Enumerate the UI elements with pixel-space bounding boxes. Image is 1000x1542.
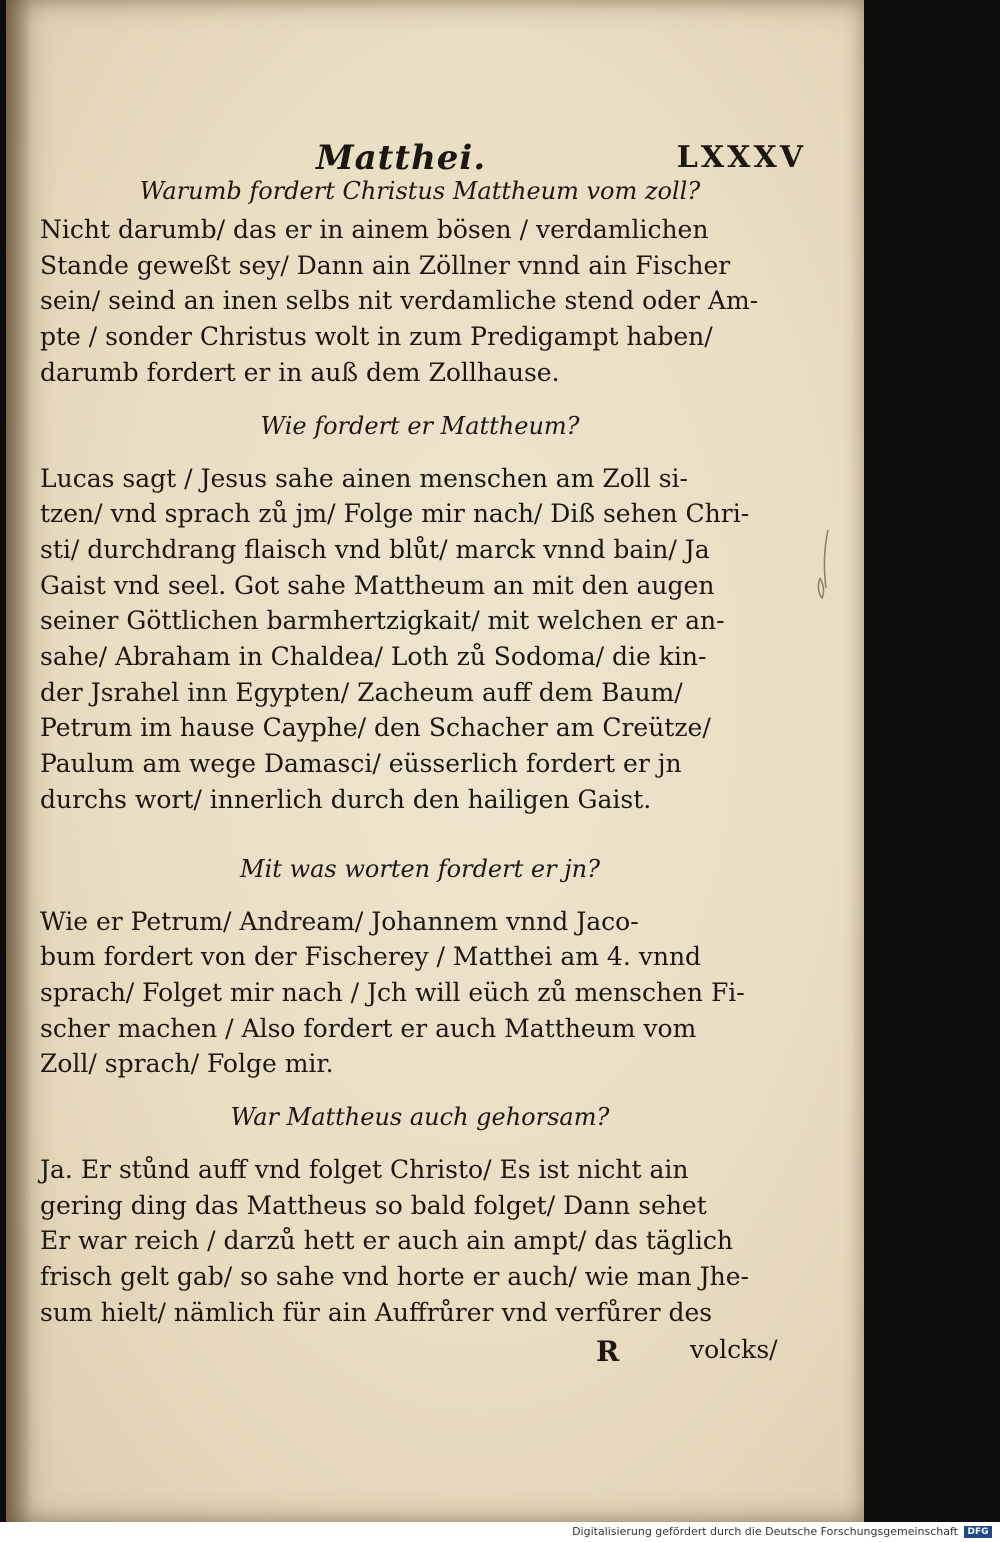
text-line: bum fordert von der Fischerey / Matthei am 4. vnnd (40, 942, 702, 972)
answer-paragraph (40, 1152, 800, 1331)
text-line: Nicht darumb/ das er in ainem bösen / verdamlichen (40, 215, 709, 244)
text-line: tzen/ vnd sprach zů jm/ Folge mir nach/ Diß sehen Chri- (40, 499, 750, 529)
text-line: durchs wort/ innerlich durch den hailigen Gaist. (40, 784, 652, 814)
question-heading: Wie fordert er Mattheum? (260, 411, 580, 440)
page-footer-line (40, 1331, 800, 1371)
text-line: Ja. Er stůnd auff vnd folget Christo/ Es ist nicht ain (40, 1155, 689, 1185)
text-line: Stande geweßt sey/ Dann ain Zöllner vnnd ain Fischer (40, 250, 731, 280)
margin-pencil-mark (814, 528, 834, 618)
text-line: darumb fordert er in auß dem Zollhause. (40, 357, 560, 387)
text-line: gering ding das Mattheus so bald folget/ Dann sehet (40, 1190, 707, 1220)
text-line: Petrum im hause Cayphe/ den Schacher am Creütze/ (40, 713, 711, 743)
catchword: volcks/ (690, 1334, 778, 1364)
funding-credit: Digitalisierung gefördert durch die Deutsche Forschungsgemeinschaft (572, 1525, 958, 1538)
book-page (6, 0, 864, 1522)
text-line: frisch gelt gab/ so sahe vnd horte er auch/ wie man Jhe- (40, 1262, 749, 1292)
answer-paragraph (40, 461, 800, 818)
text-line: sti/ durchdrang flaisch vnd blůt/ marck vnnd bain/ Ja (40, 534, 710, 564)
folio-number: LXXXV (676, 140, 806, 175)
text-line: seiner Göttlichen barmhertzigkait/ mit welchen er an- (40, 606, 725, 636)
text-line: scher machen / Also fordert er auch Mattheum vom (40, 1013, 697, 1043)
dfg-logo: DFG (964, 1526, 992, 1538)
text-line: Lucas sagt / Jesus sahe ainen menschen am Zoll si- (40, 463, 688, 493)
page-text-block (40, 130, 806, 1371)
answer-paragraph (40, 212, 800, 391)
text-line: pte / sonder Christus wolt in zum Predigampt haben/ (40, 322, 713, 352)
page-header (40, 130, 806, 182)
text-line: Zoll/ sprach/ Folge mir. (40, 1049, 334, 1079)
question-heading: War Mattheus auch gehorsam? (230, 1103, 610, 1132)
answer-paragraph (40, 904, 800, 1083)
question-heading: Warumb fordert Christus Mattheum vom zoll? (139, 177, 701, 205)
text-line: sprach/ Folget mir nach / Jch will eüch zů menschen Fi- (40, 977, 745, 1007)
page-gutter-shadow (6, 0, 32, 1522)
text-line: Gaist vnd seel. Got sahe Mattheum an mit den augen (40, 570, 715, 600)
text-line: Er war reich / darzů hett er auch ain ampt/ das täglich (40, 1226, 733, 1256)
text-line: Paulum am wege Damasci/ eüsserlich fordert er jn (40, 749, 682, 779)
text-line: sahe/ Abraham in Chaldea/ Loth zů Sodoma/ die kin- (40, 642, 707, 672)
text-line: sum hielt/ nämlich für ain Auffrůrer vnd verfůrer des (40, 1297, 713, 1327)
text-line: der Jsrahel inn Egypten/ Zacheum auff dem Baum/ (40, 677, 683, 707)
text-line: Wie er Petrum/ Andream/ Johannem vnnd Jaco- (40, 906, 639, 936)
question-heading: Mit was worten fordert er jn? (240, 854, 600, 883)
running-head: Matthei. (316, 138, 487, 178)
text-line: sein/ seind an inen selbs nit verdamliche stend oder Am- (40, 286, 759, 316)
signature-mark: R (596, 1334, 620, 1368)
